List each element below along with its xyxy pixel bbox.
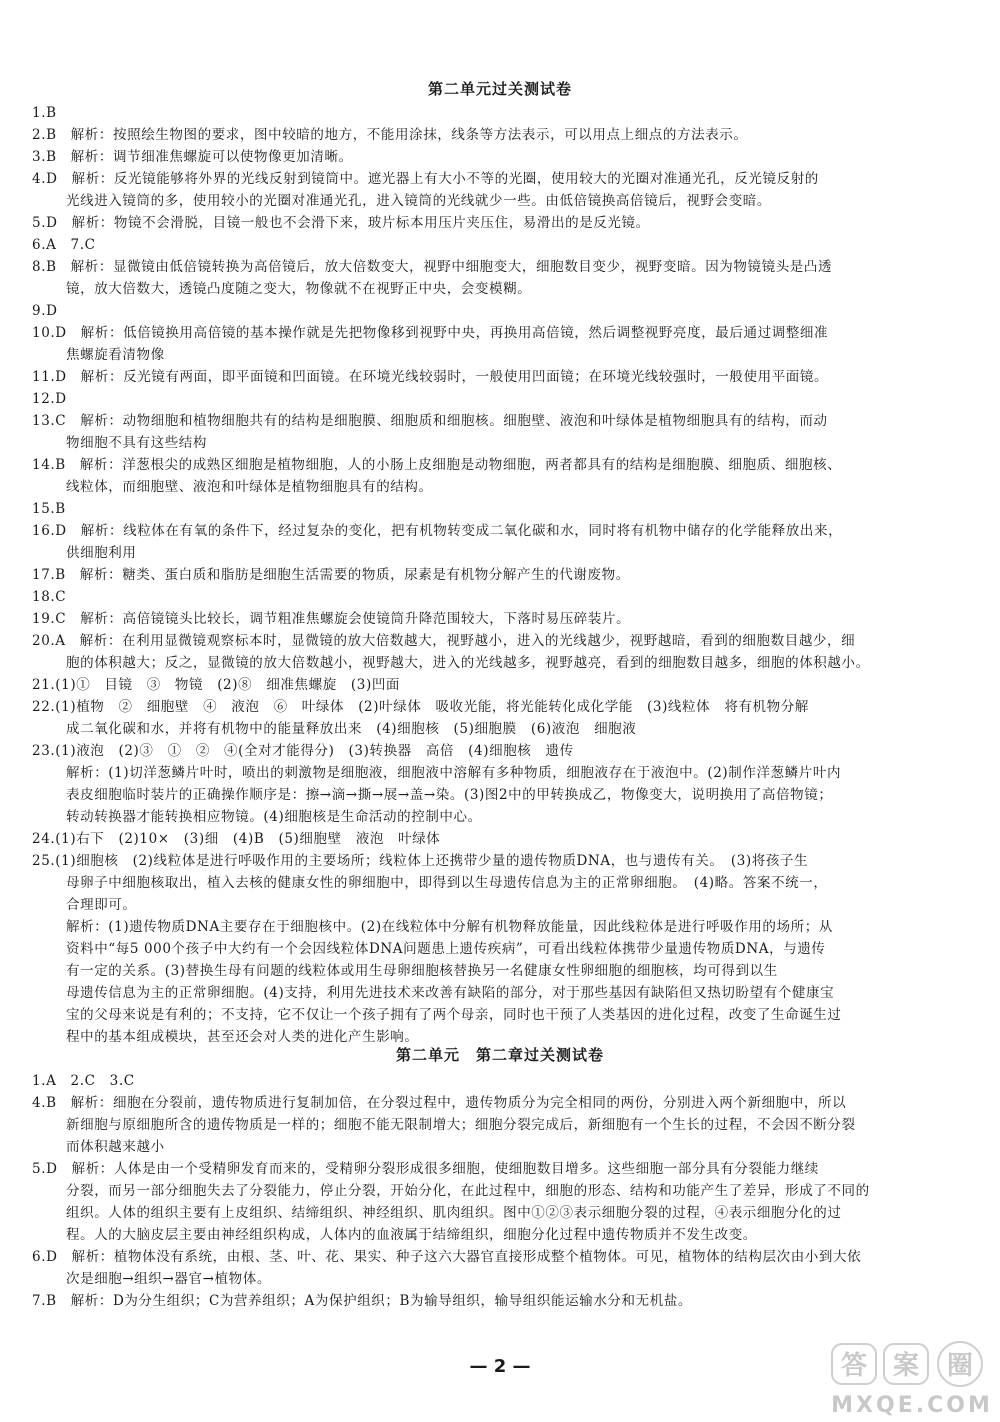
answer-line: 次是细胞→组织→器官→植物体。 [66, 1271, 271, 1287]
answer-line: 6.D 解析：植物体没有系统，由根、茎、叶、花、果实、种子这六大器官直接形成整个植物体。可见，植物体的结构层次由小到大依 [32, 1249, 862, 1265]
answer-line: 12.D [32, 391, 67, 407]
answer-line: 新细胞与原细胞所含的遗传物质是一样的；细胞不能无限制增大；细胞分裂完成后，新细胞有一个生长的过程，不会因不断分裂 [66, 1117, 856, 1133]
answer-line: 8.B 解析：显微镜由低倍镜转换为高倍镜后，放大倍数变大，视野中细胞变大，细胞数目变少，视野变暗。因为物镜镜头是凸透 [32, 259, 833, 275]
answer-line: 焦螺旋看清物像 [66, 347, 165, 363]
answer-line: 20.A 解析：在利用显微镜观察标本时，显微镜的放大倍数越大，视野越小，进入的光线越少，视野越暗，看到的细胞数目越少，细 [32, 633, 856, 649]
answer-line: 2.B 解析：按照绘生物图的要求，图中较暗的地方，不能用涂抹，线条等方法表示，可以用点上细点的方法表示。 [32, 127, 748, 143]
section2-title: 第二单元 第二章过关测试卷 [395, 1046, 604, 1064]
answer-line: 解析：(1)切洋葱鳞片叶时，喷出的刺激物是细胞液，细胞液中溶解有多种物质，细胞液存在于液泡中。(2)制作洋葱鳞片叶内 [66, 765, 842, 781]
answer-line: 19.C 解析：高倍镜镜头比较长，调节粗准焦螺旋会使镜筒升降范围较大，下落时易压碎装片。 [32, 611, 631, 627]
answer-line: 7.B 解析：D为分生组织；C为营养组织；A为保护组织；B为输导组织，输导组织能运输水分和无机盐。 [32, 1293, 693, 1309]
answer-line: 组织。人体的组织主要有上皮组织、结缔组织、神经组织、肌肉组织。图中①②③表示细胞分裂的过程，④表示细胞分化的过 [66, 1205, 842, 1221]
answer-line: 合理即可。 [66, 897, 137, 913]
answer-line: 11.D 解析：反光镜有两面，即平面镜和凹面镜。在环境光线较弱时，一般使用凹面镜；在环境光线较强时，一般使用平面镜。 [32, 369, 829, 385]
answer-line: 线粒体，而细胞壁、液泡和叶绿体是植物细胞具有的结构。 [66, 479, 433, 495]
answer-line: 胞的体积越大；反之，显微镜的放大倍数越小，视野越大，进入的光线越多，视野越亮，看到的细胞数目越多，细胞的体积越小。 [66, 655, 870, 671]
answer-line: 物细胞不具有这些结构 [66, 435, 207, 451]
answer-line: 1.A 2.C 3.C [32, 1073, 135, 1089]
answer-line: 镜，放大倍数大，透镜凸度随之变大，物像就不在视野正中央，会变模糊。 [66, 281, 532, 297]
answer-line: 24.(1)右下 (2)10× (3)细 (4)B (5)细胞壁 液泡 叶绿体 [32, 831, 441, 847]
svg-text:案: 案 [892, 1351, 920, 1381]
answer-line: 程。人的大脑皮层主要由神经组织构成，人体内的血液属于结缔组织，细胞分化过程中遗传物质并不发生改变。 [66, 1227, 757, 1243]
answer-line: 宝的父母来说是有利的；不支持，它不仅让一个孩子拥有了两个母亲，同时也干预了人类基因的进化过程，改变了生命诞生过 [66, 1007, 842, 1023]
section1-title: 第二单元过关测试卷 [427, 80, 572, 98]
answer-line: 25.(1)细胞核 (2)线粒体是进行呼吸作用的主要场所；线粒体上还携带少量的遗传物质DNA，也与遗传有关。 (3)将孩子生 [32, 853, 809, 869]
watermark-logo [828, 1340, 996, 1418]
answer-line: 程中的基本组成模块，甚至还会对人类的进化产生影响。 [66, 1029, 419, 1045]
answer-line: 5.D 解析：物镜不会滑脱，目镜一般也不会滑下来，玻片标本用压片夹压住，易滑出的是反光镜。 [32, 215, 650, 231]
answer-line: 16.D 解析：线粒体在有氧的条件下，经过复杂的变化，把有机物转变成二氧化碳和水，同时将有机物中储存的化学能释放出来， [32, 523, 843, 539]
svg-text:MXQE.COM: MXQE.COM [831, 1393, 993, 1418]
answer-line: 6.A 7.C [32, 237, 96, 253]
answer-line: 9.D [32, 303, 58, 319]
answer-line: 而体积越来越小 [66, 1139, 165, 1155]
svg-text:圈: 圈 [946, 1351, 974, 1381]
answer-line: 有一定的关系。(3)替换生母有问题的线粒体或用生母卵细胞核替换另一名健康女性卵细胞的细胞核，均可得到以生 [66, 963, 778, 979]
answer-line: 10.D 解析：低倍镜换用高倍镜的基本操作就是先把物像移到视野中央，再换用高倍镜，然后调整视野亮度，最后通过调整细准 [32, 325, 829, 341]
answer-line: 光线进入镜筒的多，使用较小的光圈对准通光孔，进入镜筒的光线就少一些。由低倍镜换高倍镜后，视野会变暗。 [66, 193, 771, 209]
answer-line: 供细胞利用 [66, 545, 137, 561]
answer-line: 1.B [32, 105, 57, 121]
answer-line: 母遗传信息为主的正常卵细胞。(4)支持，利用先进技术来改善有缺陷的部分，对于那些基因有缺陷但又热切盼望有个健康宝 [66, 985, 835, 1001]
svg-text:答: 答 [840, 1351, 868, 1381]
answer-line: 14.B 解析：洋葱根尖的成熟区细胞是植物细胞，人的小肠上皮细胞是动物细胞，两者都具有的结构是细胞膜、细胞质、细胞核、 [32, 457, 842, 473]
answer-line: 成二氧化碳和水，并将有机物中的能量释放出来 (4)细胞核 (5)细胞膜 (6)液泡 细胞液 [66, 721, 637, 737]
answer-line: 17.B 解析：糖类、蛋白质和脂肪是细胞生活需要的物质，尿素是有机物分解产生的代谢废物。 [32, 567, 630, 583]
answer-line: 5.D 解析：人体是由一个受精卵发育而来的，受精卵分裂形成很多细胞，使细胞数目增多。这些细胞一部分具有分裂能力继续 [32, 1161, 819, 1177]
answer-line: 分裂，而另一部分细胞失去了分裂能力，停止分裂，开始分化，在此过程中，细胞的形态、结构和功能产生了差异，形成了不同的 [66, 1183, 870, 1199]
answer-line: 母卵子中细胞核取出，植入去核的健康女性的卵细胞中，即得到以生母遗传信息为主的正常卵细胞。 (4)略。答案不统一， [66, 875, 828, 891]
answer-line: 解析：(1)遗传物质DNA主要存在于细胞核中。(2)在线粒体中分解有机物释放能量，因此线粒体是进行呼吸作用的场所；从 [66, 919, 833, 935]
answer-line: 21.(1)① 目镜 ③ 物镜 (2)⑧ 细准焦螺旋 (3)凹面 [32, 677, 401, 693]
answer-line: 表皮细胞临时装片的正确操作顺序是：擦→滴→撕→展→盖→染。(3)图2中的甲转换成乙，物像变大，说明换用了高倍物镜； [66, 787, 833, 803]
answer-line: 22.(1)植物 ② 细胞壁 ④ 液泡 ⑥ 叶绿体 (2)叶绿体 吸收光能，将光能转化成化学能 (3)线粒体 将有机物分解 [32, 699, 809, 715]
answer-line: 转动转换器才能转换相应物镜。(4)细胞核是生命活动的控制中心。 [66, 809, 482, 825]
answer-line: 4.B 解析：细胞在分裂前，遗传物质进行复制加倍，在分裂过程中，遗传物质分为完全相同的两份，分别进入两个新细胞中，所以 [32, 1095, 847, 1111]
answer-line: 15.B [32, 501, 66, 517]
answer-line: 资料中“每5 000个孩子中大约有一个会因线粒体DNA问题患上遗传疾病”，可看出线粒体携带少量遗传物质DNA，与遗传 [66, 941, 826, 957]
page-number: — 2 — [469, 1356, 531, 1377]
answer-line: 18.C [32, 589, 67, 605]
answer-line: 13.C 解析：动物细胞和植物细胞共有的结构是细胞膜、细胞质和细胞核。细胞壁、液泡和叶绿体是植物细胞具有的结构，而动 [32, 413, 828, 429]
answer-line: 23.(1)液泡 (2)③ ① ② ④(全对才能得分) (3)转换器 高倍 (4)细胞核 遗传 [32, 743, 574, 759]
answer-line: 3.B 解析：调节细准焦螺旋可以使物像更加清晰。 [32, 149, 353, 165]
answer-line: 4.D 解析：反光镜能够将外界的光线反射到镜筒中。遮光器上有大小不等的光圈，使用较大的光圈对准通光孔，反光镜反射的 [32, 171, 819, 187]
